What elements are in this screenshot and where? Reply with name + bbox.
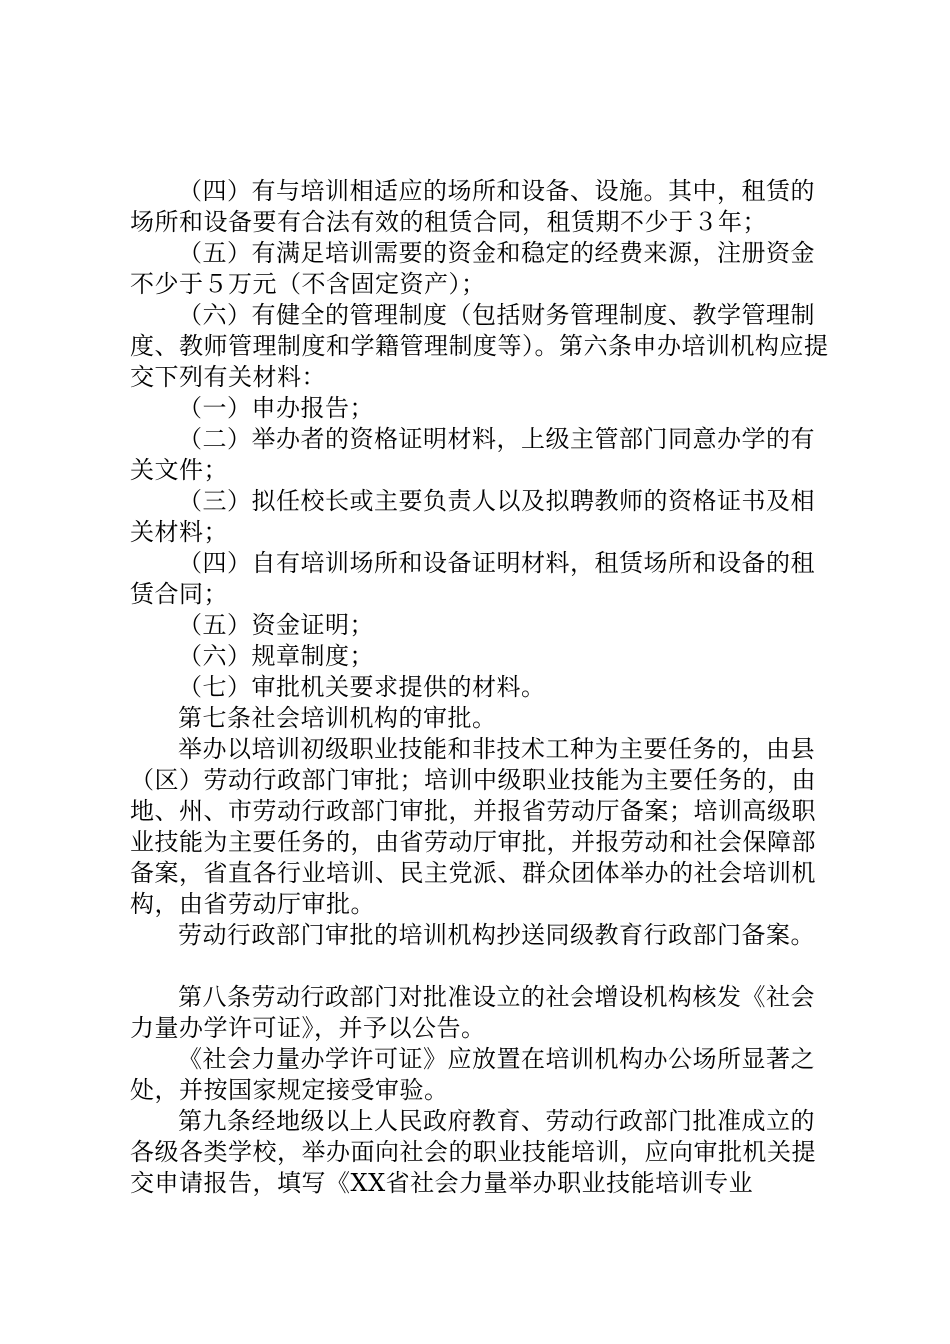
paragraph-article-8: 第八条劳动行政部门对批准设立的社会增设机构核发《社会力量办学许可证》，并予以公告。 (130, 983, 815, 1042)
paragraph-article-9: 第九条经地级以上人民政府教育、劳动行政部门批准成立的各级各类学校，举办面向社会的职业技能培训，应向审批机关提交申请报告，填写《XX省社会力量举办职业技能培训专业 (130, 1107, 816, 1197)
paragraph-article-7-filing: 劳动行政部门审批的培训机构抄送同级教育行政部门备案。 (178, 921, 815, 949)
paragraph-spacer (130, 951, 835, 982)
paragraph-article-7-heading: 第七条社会培训机构的审批。 (178, 704, 497, 732)
paragraph-material-6: （六）规章制度； (178, 642, 374, 670)
paragraph-material-2: （二）举办者的资格证明材料，上级主管部门同意办学的有关文件； (130, 425, 815, 484)
paragraph-material-7: （七）审批机关要求提供的材料。 (178, 673, 546, 701)
document-body (130, 176, 835, 1199)
paragraph-material-4: （四）自有培训场所和设备证明材料，租赁场所和设备的租赁合同； (130, 549, 815, 608)
paragraph-material-3: （三）拟任校长或主要负责人以及拟聘教师的资格证书及相关材料； (130, 487, 815, 546)
paragraph-material-1: （一）申办报告； (178, 394, 374, 422)
paragraph-condition-4: （四）有与培训相适应的场所和设备、设施。其中，租赁的场所和设备要有合法有效的租赁合同，租赁期不少于３年； (130, 177, 815, 236)
paragraph-condition-5: （五）有满足培训需要的资金和稳定的经费来源，注册资金不少于５万元（不含固定资产）； (130, 239, 815, 298)
paragraph-condition-6-article-6: （六）有健全的管理制度（包括财务管理制度、教学管理制度、教师管理制度和学籍管理制度等）。第六条申办培训机构应提交下列有关材料： (130, 301, 829, 391)
paragraph-material-5: （五）资金证明； (178, 611, 374, 639)
paragraph-license-display: 《社会力量办学许可证》应放置在培训机构办公场所显著之处，并按国家规定接受审验。 (130, 1045, 815, 1104)
paragraph-article-7-body: 举办以培训初级职业技能和非技术工种为主要任务的，由县（区）劳动行政部门审批；培训中级职业技能为主要任务的，由地、州、市劳动行政部门审批，并报省劳动厅备案；培训高级职业技能为主要任务的，由省劳动厅审批，并报劳动和社会保障部备案，省直各行业培训、民主党派、群众团体举办的社会培训机构，由省劳动厅审批。 (130, 735, 816, 918)
